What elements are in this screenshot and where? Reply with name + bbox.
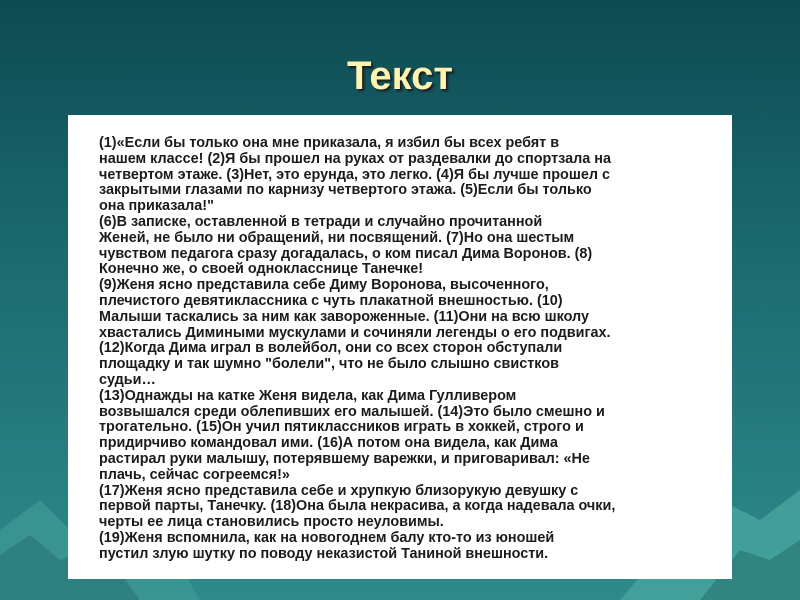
slide-title: Текст [346, 54, 453, 98]
text-panel [68, 115, 732, 579]
paragraph-2: (6)В записке, оставленной в тетради и случайно прочитанной Женей, не было ни обращений, ни посвящений. (7)Но она шестым чувством педагога сразу догадалась, о ком писал Дима Воронов. (8) Конечно же, о своей однокласснице Танечке! [99, 213, 593, 278]
paragraph-4: (13)Однажды на катке Женя видела, как Дима Гулливером возвышался среди облепивших его малышей. (14)Это было смешно и трогательно. (15)Он учил пятиклассников играть в хоккей, строго и придирчиво командовал ими. (16)А потом она видела, как Дима растирал руки малышу, потерявшему варежки, и приговаривал: «Не плачь, сейчас согреемся!» [99, 387, 605, 483]
paragraph-1: (1)«Если бы только она мне приказала, я избил бы всех ребят в нашем классе! (2)Я бы прошел на руках от раздевалки до спортзала на четвертом этаже. (3)Нет, это ерунда, это легко. (4)Я бы лучше прошел с закрытыми глазами по карнизу четвертого этажа. (5)Если бы только она приказала!" [99, 135, 611, 215]
paragraph-6: (19)Женя вспомнила, как на новогоднем балу кто-то из юношей пустил злую шутку по поводу неказистой Таниной внешности. [99, 529, 555, 562]
paragraph-3: (9)Женя ясно представила себе Диму Воронова, высоченного, плечистого девятиклассника с чуть плакатной внешностью. (10) Малыши таскались за ним как завороженные. (11)Они на всю школу хвастались Димиными мускулами и сочиняли легенды о его подвигах. (12)Когда Дима играл в волейбол, они со всех сторон обступали площадку и так шумно "болели", что не было слышно свистков судьи… [99, 277, 611, 388]
paragraph-5: (17)Женя ясно представила себе и хрупкую близорукую девушку с первой парты, Танечку. (18)Она была некрасива, а когда надевала очки, черты ее лица становились просто неуловимы. [99, 482, 616, 531]
